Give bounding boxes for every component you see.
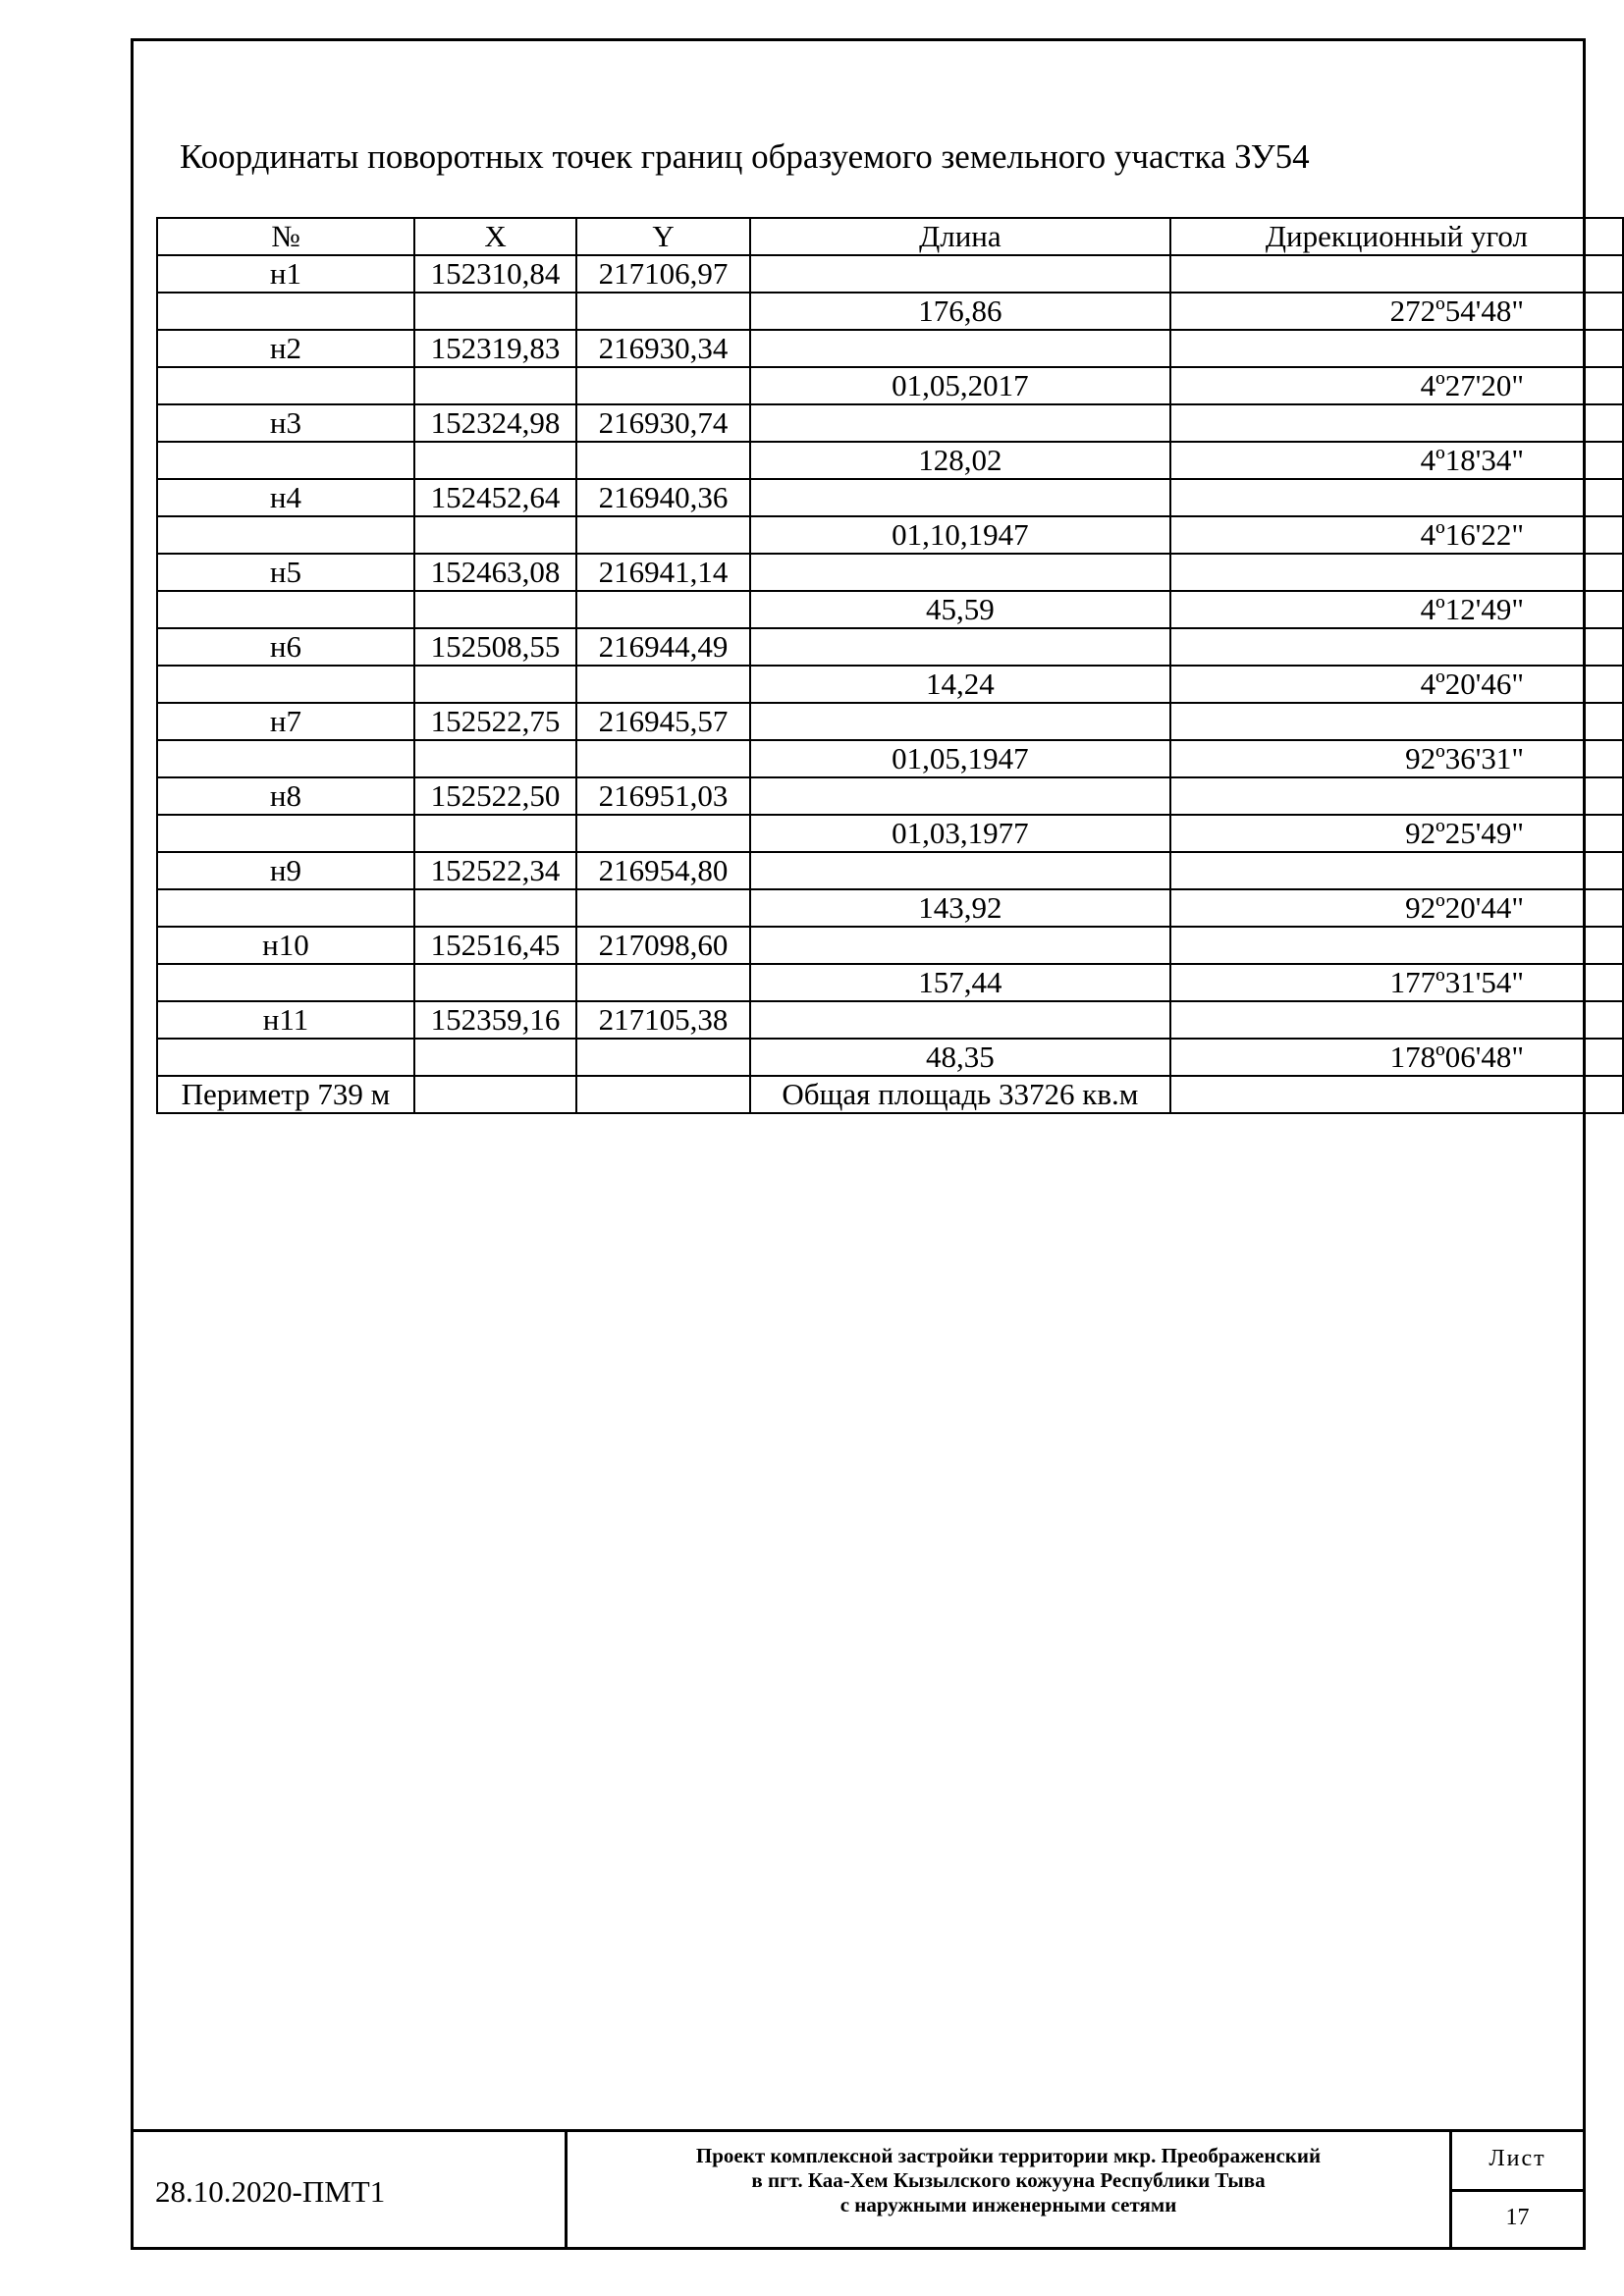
- cell-number: [157, 815, 414, 852]
- table-row: [157, 479, 1623, 516]
- cell-number: н11: [157, 1001, 414, 1039]
- cell-direction-angle: 4º18'34": [1170, 442, 1623, 479]
- table-row: [157, 927, 1623, 964]
- cell-length: [750, 852, 1170, 889]
- cell-y: [576, 293, 750, 330]
- cell-direction-angle: [1170, 628, 1623, 666]
- cell-y: 217105,38: [576, 1001, 750, 1039]
- cell-number: [157, 889, 414, 927]
- cell-y: 216944,49: [576, 628, 750, 666]
- cell-x: 152463,08: [414, 554, 576, 591]
- project-name: [568, 2144, 1449, 2217]
- project-name-line: с наружными инженерными сетями: [839, 2193, 1177, 2216]
- cell-y: 217106,97: [576, 255, 750, 293]
- cell-direction-angle: [1170, 852, 1623, 889]
- document-code: 28.10.2020-ПМТ1: [155, 2174, 386, 2209]
- cell-number: [157, 666, 414, 703]
- cell-direction-angle: 4º12'49": [1170, 591, 1623, 628]
- table-row: [157, 815, 1623, 852]
- cell-length: 157,44: [750, 964, 1170, 1001]
- cell-y: [576, 740, 750, 777]
- table-row: [157, 628, 1623, 666]
- cell-y: [576, 367, 750, 404]
- cell-y: 217098,60: [576, 927, 750, 964]
- table-row: [157, 554, 1623, 591]
- table-row: [157, 889, 1623, 927]
- cell-direction-angle: 4º20'46": [1170, 666, 1623, 703]
- cell-length: [750, 404, 1170, 442]
- cell-length: 143,92: [750, 889, 1170, 927]
- cell-y: [576, 964, 750, 1001]
- cell-x: 152310,84: [414, 255, 576, 293]
- cell-direction-angle: 272º54'48": [1170, 293, 1623, 330]
- cell-number: н5: [157, 554, 414, 591]
- cell-y: [576, 815, 750, 852]
- table-row: [157, 367, 1623, 404]
- cell-length: [750, 479, 1170, 516]
- cell-y: [576, 666, 750, 703]
- table-row: [157, 666, 1623, 703]
- cell-length: [750, 330, 1170, 367]
- cell-direction-angle: 92º20'44": [1170, 889, 1623, 927]
- cell-number: [157, 516, 414, 554]
- project-name-line: Проект комплексной застройки территории мкр. Преображенский: [695, 2144, 1322, 2167]
- table-row: [157, 964, 1623, 1001]
- cell-direction-angle: [1170, 1076, 1623, 1113]
- cell-length: [750, 927, 1170, 964]
- cell-direction-angle: 92º25'49": [1170, 815, 1623, 852]
- table-header-row: [157, 218, 1623, 255]
- cell-direction-angle: [1170, 927, 1623, 964]
- cell-number: н1: [157, 255, 414, 293]
- cell-direction-angle: [1170, 330, 1623, 367]
- table-body: [157, 255, 1623, 1113]
- cell-x: 152319,83: [414, 330, 576, 367]
- title-block-divider: [1449, 2189, 1586, 2192]
- cell-length: [750, 703, 1170, 740]
- cell-y: [576, 889, 750, 927]
- cell-length: 176,86: [750, 293, 1170, 330]
- cell-y: [576, 442, 750, 479]
- cell-y: 216930,74: [576, 404, 750, 442]
- cell-number: [157, 964, 414, 1001]
- header-number: №: [157, 218, 414, 255]
- cell-direction-angle: 92º36'31": [1170, 740, 1623, 777]
- cell-y: [576, 1076, 750, 1113]
- cell-length: 01,05,2017: [750, 367, 1170, 404]
- coordinates-table: [156, 217, 1624, 1114]
- cell-x: [414, 815, 576, 852]
- cell-number: н2: [157, 330, 414, 367]
- cell-length: 01,10,1947: [750, 516, 1170, 554]
- cell-x: 152522,75: [414, 703, 576, 740]
- table-row: [157, 1039, 1623, 1076]
- cell-direction-angle: [1170, 479, 1623, 516]
- cell-direction-angle: 178º06'48": [1170, 1039, 1623, 1076]
- cell-length: 01,03,1977: [750, 815, 1170, 852]
- table-row: [157, 591, 1623, 628]
- sheet-number: 17: [1505, 2205, 1530, 2230]
- cell-y: 216940,36: [576, 479, 750, 516]
- cell-x: [414, 591, 576, 628]
- cell-x: [414, 740, 576, 777]
- cell-y: 216951,03: [576, 777, 750, 815]
- cell-number: н10: [157, 927, 414, 964]
- cell-length: [750, 255, 1170, 293]
- cell-x: 152516,45: [414, 927, 576, 964]
- cell-number: [157, 1039, 414, 1076]
- cell-length: Общая площадь 33726 кв.м: [750, 1076, 1170, 1113]
- table-row: [157, 740, 1623, 777]
- table-row: [157, 1076, 1623, 1113]
- table-row: [157, 293, 1623, 330]
- cell-y: 216954,80: [576, 852, 750, 889]
- cell-x: [414, 1039, 576, 1076]
- cell-direction-angle: 177º31'54": [1170, 964, 1623, 1001]
- table-row: [157, 404, 1623, 442]
- cell-x: [414, 442, 576, 479]
- sheet-label: Лист: [1489, 2146, 1546, 2171]
- title-block: [131, 2129, 1586, 2250]
- cell-length: 14,24: [750, 666, 1170, 703]
- table-row: [157, 852, 1623, 889]
- cell-x: [414, 666, 576, 703]
- document-title: Координаты поворотных точек границ образуемого земельного участка ЗУ54: [180, 137, 1310, 176]
- cell-direction-angle: [1170, 703, 1623, 740]
- cell-x: [414, 516, 576, 554]
- cell-direction-angle: [1170, 554, 1623, 591]
- cell-direction-angle: 4º27'20": [1170, 367, 1623, 404]
- cell-length: [750, 777, 1170, 815]
- project-name-line: в пгт. Каа-Хем Кызылского кожууна Республики Тыва: [751, 2168, 1266, 2192]
- cell-number: [157, 442, 414, 479]
- cell-x: [414, 293, 576, 330]
- cell-x: 152359,16: [414, 1001, 576, 1039]
- cell-direction-angle: [1170, 1001, 1623, 1039]
- cell-number: н4: [157, 479, 414, 516]
- cell-x: 152522,34: [414, 852, 576, 889]
- cell-number: н3: [157, 404, 414, 442]
- table-row: [157, 777, 1623, 815]
- header-x: X: [414, 218, 576, 255]
- header-y: Y: [576, 218, 750, 255]
- cell-y: 216945,57: [576, 703, 750, 740]
- cell-direction-angle: [1170, 404, 1623, 442]
- cell-x: 152522,50: [414, 777, 576, 815]
- cell-number: н8: [157, 777, 414, 815]
- cell-direction-angle: 4º16'22": [1170, 516, 1623, 554]
- cell-x: [414, 964, 576, 1001]
- cell-length: 128,02: [750, 442, 1170, 479]
- cell-y: 216930,34: [576, 330, 750, 367]
- cell-length: 45,59: [750, 591, 1170, 628]
- header-length: Длина: [750, 218, 1170, 255]
- cell-length: 01,05,1947: [750, 740, 1170, 777]
- cell-length: [750, 554, 1170, 591]
- cell-x: [414, 1076, 576, 1113]
- cell-length: [750, 628, 1170, 666]
- cell-y: [576, 516, 750, 554]
- cell-x: 152324,98: [414, 404, 576, 442]
- cell-number: [157, 740, 414, 777]
- cell-number: н9: [157, 852, 414, 889]
- cell-x: 152508,55: [414, 628, 576, 666]
- cell-number: н6: [157, 628, 414, 666]
- cell-direction-angle: [1170, 255, 1623, 293]
- cell-number: н7: [157, 703, 414, 740]
- header-direction-angle: Дирекционный угол: [1170, 218, 1623, 255]
- table-row: [157, 516, 1623, 554]
- table-row: [157, 330, 1623, 367]
- cell-length: 48,35: [750, 1039, 1170, 1076]
- cell-y: [576, 1039, 750, 1076]
- cell-number: [157, 367, 414, 404]
- table-row: [157, 255, 1623, 293]
- table-row: [157, 442, 1623, 479]
- cell-x: [414, 889, 576, 927]
- table-row: [157, 1001, 1623, 1039]
- cell-y: 216941,14: [576, 554, 750, 591]
- cell-x: 152452,64: [414, 479, 576, 516]
- cell-direction-angle: [1170, 777, 1623, 815]
- cell-length: [750, 1001, 1170, 1039]
- cell-x: [414, 367, 576, 404]
- cell-y: [576, 591, 750, 628]
- cell-number: [157, 591, 414, 628]
- table-row: [157, 703, 1623, 740]
- cell-number: [157, 293, 414, 330]
- cell-number: Периметр 739 м: [157, 1076, 414, 1113]
